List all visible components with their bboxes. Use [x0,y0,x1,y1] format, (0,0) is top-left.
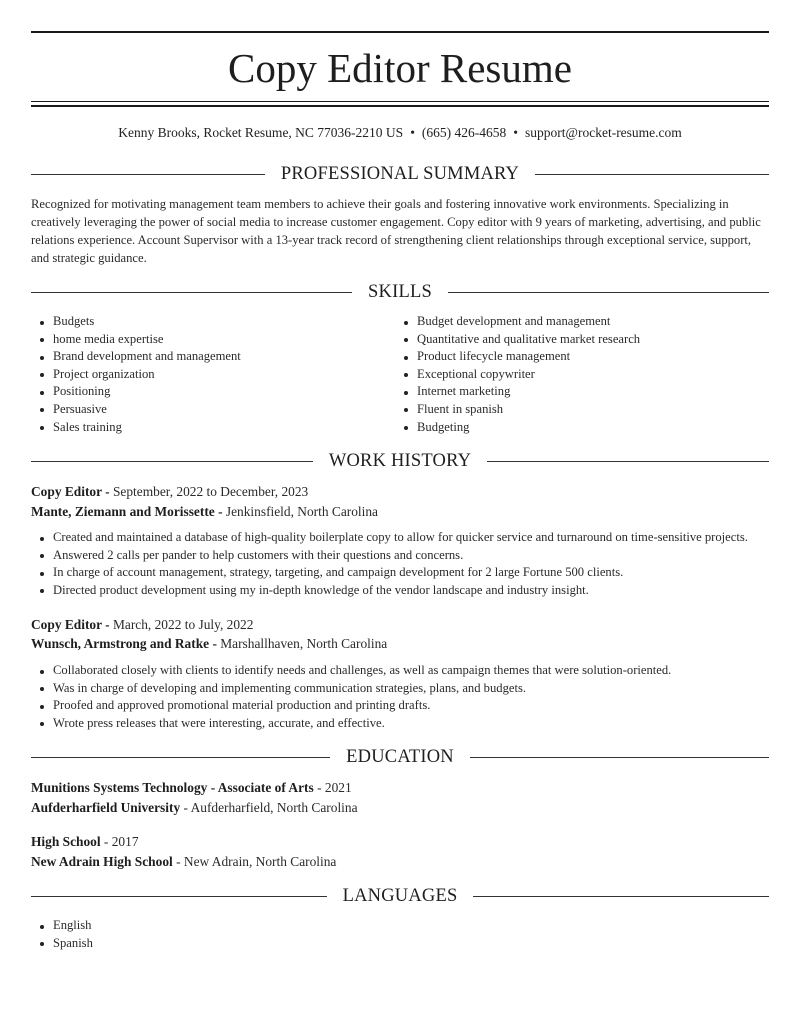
section-title: PROFESSIONAL SUMMARY [280,164,520,184]
heading-rule [487,461,769,462]
job-company-line [31,634,769,654]
skill-item: home media expertise [53,331,413,349]
heading-rule [535,174,769,175]
education-school: New Adrain High School [31,854,173,869]
job-bullet: Created and maintained a database of high-quality boilerplate copy to allow for quicker service and turnaround on time-sensitive projects. [53,529,791,547]
job-company-line [31,502,769,522]
job-dates: September, 2022 to December, 2023 [112,484,309,499]
job-title: Copy Editor [31,484,102,499]
education-degree: Munitions Systems Technology - Associate of Arts [31,780,314,795]
education-degree: High School [31,834,101,849]
job-location: Jenkinsfield, North Carolina [225,504,378,519]
job-bullet: Collaborated closely with clients to identify needs and challenges, as well as campaign themes that were solution-oriented. [53,662,791,680]
job-company: Mante, Ziemann and Morissette [31,504,215,519]
title-rule-thick [31,105,769,107]
heading-rule [31,757,330,758]
separator-dot: • [513,125,519,140]
skill-item: Positioning [53,383,413,401]
education-degree-line [31,832,769,852]
job-bullet: Answered 2 calls per pander to help customers with their questions and concerns. [53,547,791,565]
contact-line [31,123,769,143]
section-heading-work [31,449,769,473]
education-location: New Adrain, North Carolina [183,854,337,869]
summary-text: Recognized for motivating management team members to achieve their goals and fostering innovative work environments. Specializing in creatively leveraging the power of social media to increase customer engagement. Copy editor with 9 years of marketing, advertising, and public relations experience. Account Supervisor with a 13-year track record of strengthening client relationships through exceptional service, support, and strategic guidance. [31,197,761,265]
job-bullet: Was in charge of developing and implementing communication strategies, plans, and budgets. [53,680,791,698]
job-bullet: Wrote press releases that were interesting, accurate, and effective. [53,715,791,733]
section-title: EDUCATION [346,747,454,767]
job-bullets [31,529,791,599]
job-bullet: Directed product development using my in-depth knowledge of the vendor landscape and industry insight. [53,582,791,600]
skill-item: Fluent in spanish [417,401,791,419]
skills-list-right [395,313,791,436]
dash: - [214,504,226,519]
section-heading-languages [31,884,769,908]
skill-item: Internet marketing [417,383,791,401]
job-title: Copy Editor [31,617,102,632]
education-location: Aufderharfield, North Carolina [190,800,358,815]
skill-item: Budgeting [417,419,791,437]
separator-dot: • [410,125,415,140]
section-heading-skills [31,280,769,304]
heading-rule [31,461,313,462]
dash: - [100,834,112,849]
skill-item: Persuasive [53,401,413,419]
education-school-line [31,852,769,872]
education-degree-line [31,778,769,798]
heading-rule [470,757,769,758]
dash: - [180,800,191,815]
skill-item: Quantitative and qualitative market research [417,331,791,349]
heading-rule [31,896,327,897]
job-bullets [31,662,791,732]
education-school-line [31,798,769,818]
job-company: Wunsch, Armstrong and Ratke [31,636,210,651]
dash: - [101,484,113,499]
section-heading-summary [31,162,769,186]
skill-item: Project organization [53,366,413,384]
job-location: Marshallhaven, North Carolina [220,636,388,651]
section-title: SKILLS [368,282,432,302]
dash: - [313,780,325,795]
contact-phone: (665) 426-4658 [421,125,507,140]
skill-item: Budget development and management [417,313,791,331]
heading-rule [31,174,265,175]
dash: - [101,617,113,632]
top-rule [31,31,769,33]
skill-item: Sales training [53,419,413,437]
dash: - [209,636,221,651]
language-item: English [53,917,791,935]
skill-item: Brand development and management [53,348,413,366]
job-bullet: In charge of account management, strategy, targeting, and campaign development for 2 large Fortune 500 clients. [53,564,791,582]
languages-list [31,917,791,952]
language-item: Spanish [53,935,791,953]
heading-rule [448,292,769,293]
education-school: Aufderharfield University [31,800,181,815]
section-title: WORK HISTORY [328,451,472,471]
heading-rule [31,292,352,293]
heading-rule [473,896,769,897]
resume-title: Copy Editor Resume [228,45,572,91]
contact-email: support@rocket-resume.com [525,125,682,140]
skill-item: Exceptional copywriter [417,366,791,384]
education-year: 2021 [324,780,352,795]
job-title-line [31,615,769,635]
contact-address: Kenny Brooks, Rocket Resume, NC 77036-2210 US [118,125,404,140]
job-dates: March, 2022 to July, 2022 [112,617,254,632]
title-rule-thin [31,101,769,102]
education-year: 2017 [111,834,139,849]
section-title: LANGUAGES [342,886,458,906]
section-heading-education [31,745,769,769]
job-title-line [31,482,769,502]
job-bullet: Proofed and approved promotional material production and printing drafts. [53,697,791,715]
dash: - [172,854,184,869]
skill-item: Product lifecycle management [417,348,791,366]
skills-list-left [31,313,413,436]
skill-item: Budgets [53,313,413,331]
